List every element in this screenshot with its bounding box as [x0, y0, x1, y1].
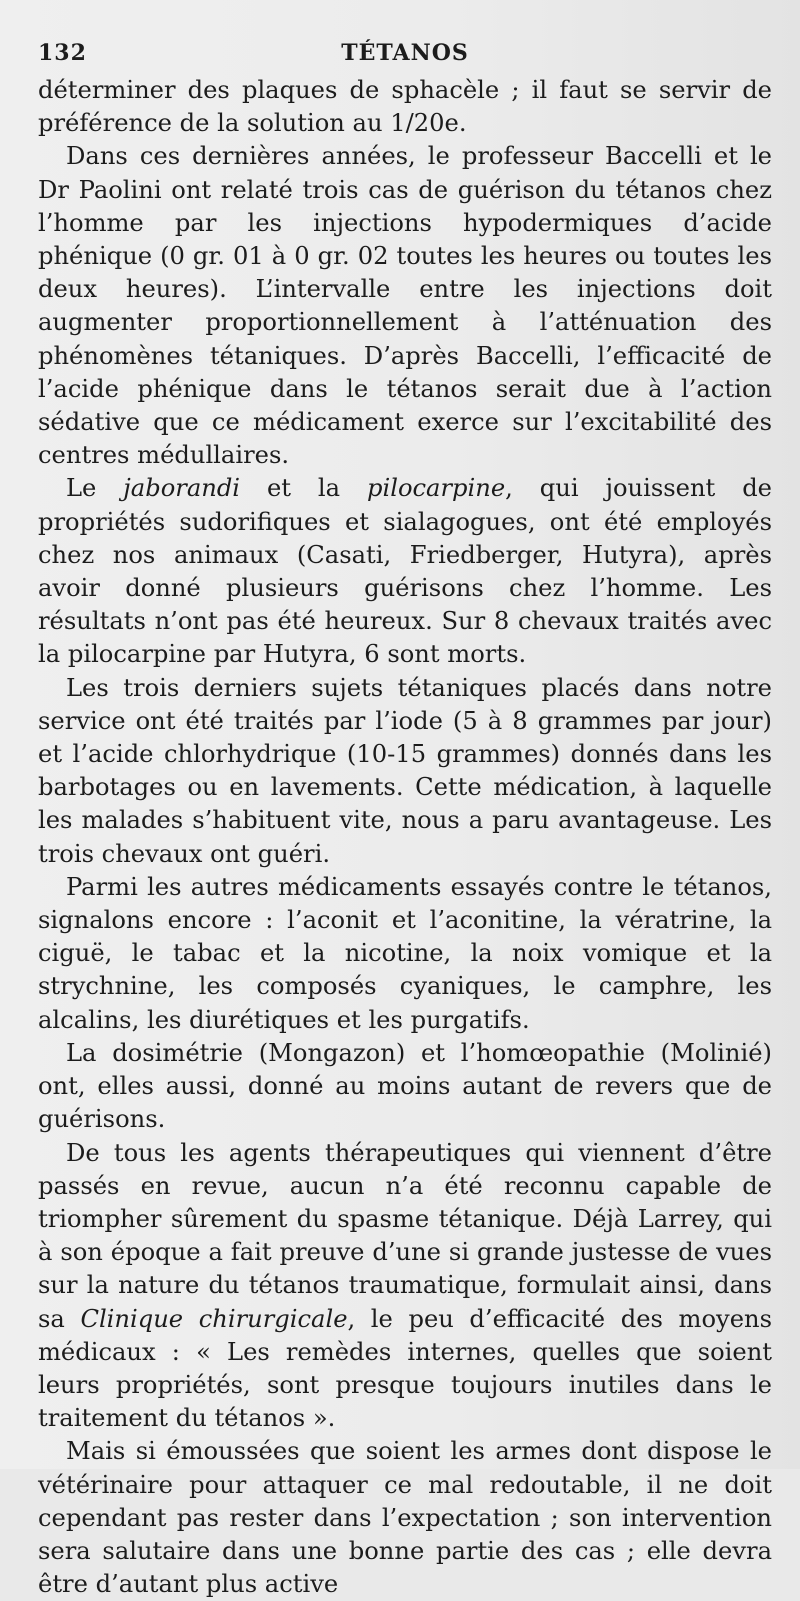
paragraph-4: Les trois derniers sujets tétaniques placés dans notre service ont été traités par l’iode (5 à 8 grammes par jour) et l’acide chlorhydrique (10-15 grammes) donnés dans les barbotages ou en lavements. Cette médication, à laquelle les malades s’habituent vite, nous a paru avantageuse. Les trois chevaux ont guéri.: [38, 673, 772, 868]
paragraph-3: [38, 472, 772, 671]
page-header: [38, 32, 772, 74]
paragraph-2: Dans ces dernières années, le professeur Baccelli et le Dr Paolini ont relaté trois cas de guérison du tétanos chez l’homme par les injections hypodermiques d’acide phénique (0 gr. 01 à 0 gr. 02 toutes les heures ou toutes les deux heures). L’intervalle entre les injections doit augmenter proportionnellement à l’atténuation des phénomènes tétaniques. D’après Baccelli, l’efficacité de l’acide phénique dans le tétanos serait due à l’action sédative que ce médicament exerce sur l’excitabilité des centres médullaires.: [38, 142, 772, 470]
paragraph-3-start: Le: [66, 474, 124, 503]
paragraph-3-middle: et la: [240, 474, 367, 503]
page-number: 132: [38, 40, 87, 66]
paragraph-7-end: , le peu d’efficacité des moyens médicaux : « Les remèdes internes, quelles que soient leurs propriétés, sont presque toujours inutiles dans le traitement du tétanos ».: [38, 1304, 773, 1433]
paragraph-3-end: , qui jouissent de propriétés sudorifiques et sialagogues, ont été employés chez nos animaux (Casati, Friedberger, Hutyra), après avoir donné plusieurs guérisons chez l’homme. Les résultats n’ont pas été heureux. Sur 8 chevaux traités avec la pilocarpine par Hutyra, 6 sont morts.: [38, 474, 772, 669]
paragraph-5: Parmi les autres médicaments essayés contre le tétanos, signalons encore : l’aconit et l’aconitine, la vératrine, la ciguë, le tabac et la nicotine, la noix vomique et la strychnine, les composés cyaniques, le camphre, les alcalins, les diurétiques et les purgatifs.: [38, 872, 772, 1034]
paragraph-7: [38, 1137, 772, 1436]
paragraph-1: déterminer des plaques de sphacèle ; il faut se servir de préférence de la solution au 1/20e.: [38, 76, 772, 138]
italic-jaborandi: jaborandi: [123, 474, 241, 503]
body-text: [38, 74, 772, 1601]
paragraph-7-start: De tous les agents thérapeutiques qui viennent d’être passés en revue, aucun n’a été reconnu capable de triompher sûrement du spasme tétanique. Déjà Larrey, qui à son époque a fait preuve d’une si grande justesse de vues sur la nature du tétanos traumatique, formulait ainsi, dans sa: [38, 1138, 772, 1333]
running-title: TÉTANOS: [341, 40, 469, 66]
paragraph-8: Mais si émoussées que soient les armes dont dispose le vétérinaire pour attaquer ce mal redoutable, il ne doit cependant pas rester dans l’expectation ; son intervention sera salutaire dans une bonne partie des cas ; elle devra être d’autant plus active: [38, 1437, 772, 1599]
italic-clinique-chirurgicale: Clinique chirurgicale: [80, 1304, 348, 1333]
italic-pilocarpine: pilocarpine: [366, 474, 506, 503]
paragraph-6: La dosimétrie (Mongazon) et l’homœopathie (Molinié) ont, elles aussi, donné au moins autant de revers que de guérisons.: [38, 1038, 772, 1134]
